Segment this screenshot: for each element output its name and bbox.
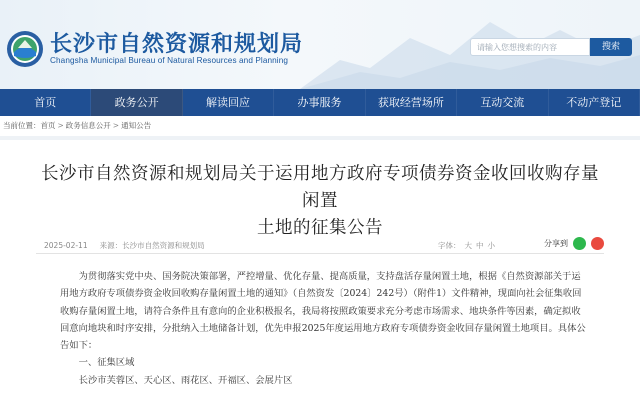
search-input[interactable]: 请输入您想搜索的内容	[470, 38, 590, 56]
share-label: 分享到	[544, 239, 568, 248]
main-nav	[0, 89, 640, 116]
article-date: 2025-02-11	[44, 241, 88, 250]
breadcrumb-separator: >	[112, 121, 120, 130]
breadcrumb	[3, 120, 151, 132]
breadcrumb-separator: >	[57, 121, 64, 130]
nav-item-business-premises[interactable]: 获取经营场所	[366, 89, 457, 116]
article-body	[60, 268, 586, 389]
body-line: 告如下：	[60, 340, 98, 352]
article-title	[36, 161, 604, 242]
body-line: 用地方政府专项债券资金收回收购存量闲置土地的通知》（自然资发〔2024〕242号）（附件1）文件精神，现面向社会征集收回	[60, 288, 582, 300]
font-size-small-link[interactable]: 小	[487, 241, 495, 250]
bureau-name-cn: 长沙市自然资源和规划局	[50, 32, 304, 57]
body-line: 收购存量闲置土地，请符合条件且有意向的企业积极报名，我局将按照政策要求充分考虑市场需求、地块条件等因素，确定拟收	[60, 305, 581, 317]
section-heading: 一、征集区域	[78, 357, 135, 369]
font-size-medium-link[interactable]: 中	[476, 241, 484, 250]
nav-item-services[interactable]: 办事服务	[274, 89, 365, 116]
breadcrumb-item-gov-info[interactable]: 政务信息公开	[65, 121, 111, 130]
breadcrumb-prefix: 当前位置：	[3, 121, 41, 130]
font-size-label: 字体：	[438, 241, 461, 250]
search-button[interactable]: 搜索	[590, 38, 632, 56]
nav-item-interpretation[interactable]: 解读回应	[183, 89, 274, 116]
article-source: 来源：长沙市自然资源和规划局	[99, 241, 205, 250]
nav-item-government-affairs[interactable]: 政务公开	[91, 89, 182, 116]
breadcrumb-item-home[interactable]: 首页	[40, 121, 56, 130]
body-line: 为贯彻落实党中央、国务院决策部署，严控增量、优化存量、提高质量，支持盘活存量闲置土地，根据《自然资源部关于运	[78, 271, 581, 282]
font-size-control	[438, 240, 499, 251]
article-title-line2: 土地的征集公告	[257, 218, 383, 238]
article-meta	[44, 240, 205, 251]
font-size-large-link[interactable]: 大	[464, 241, 472, 250]
share-bar	[544, 237, 604, 250]
site-header	[0, 0, 640, 89]
bureau-name-en: Changsha Municipal Bureau of Natural Resources and Planning	[50, 56, 289, 65]
body-line: 回意向地块和时序安排，分批纳入土地储备计划，优先申报2025年度运用地方政府专项债券资金收回存量闲置土地项目。具体公	[60, 322, 586, 334]
weibo-icon[interactable]	[591, 237, 604, 250]
nav-item-interaction[interactable]: 互动交流	[457, 89, 548, 116]
bureau-emblem-icon	[6, 30, 44, 68]
nav-item-home[interactable]: 首页	[0, 89, 91, 116]
nav-item-real-estate[interactable]: 不动产登记	[549, 89, 640, 116]
meta-divider	[36, 253, 604, 254]
breadcrumb-item-notices[interactable]: 通知公告	[121, 121, 152, 130]
section-text: 长沙市芙蓉区、天心区、雨花区、开福区、会展片区	[78, 374, 293, 386]
article-title-line1: 长沙市自然资源和规划局关于运用地方政府专项债券资金收回收购存量闲置	[41, 164, 599, 211]
wechat-icon[interactable]	[573, 237, 586, 250]
section-divider	[0, 136, 640, 140]
